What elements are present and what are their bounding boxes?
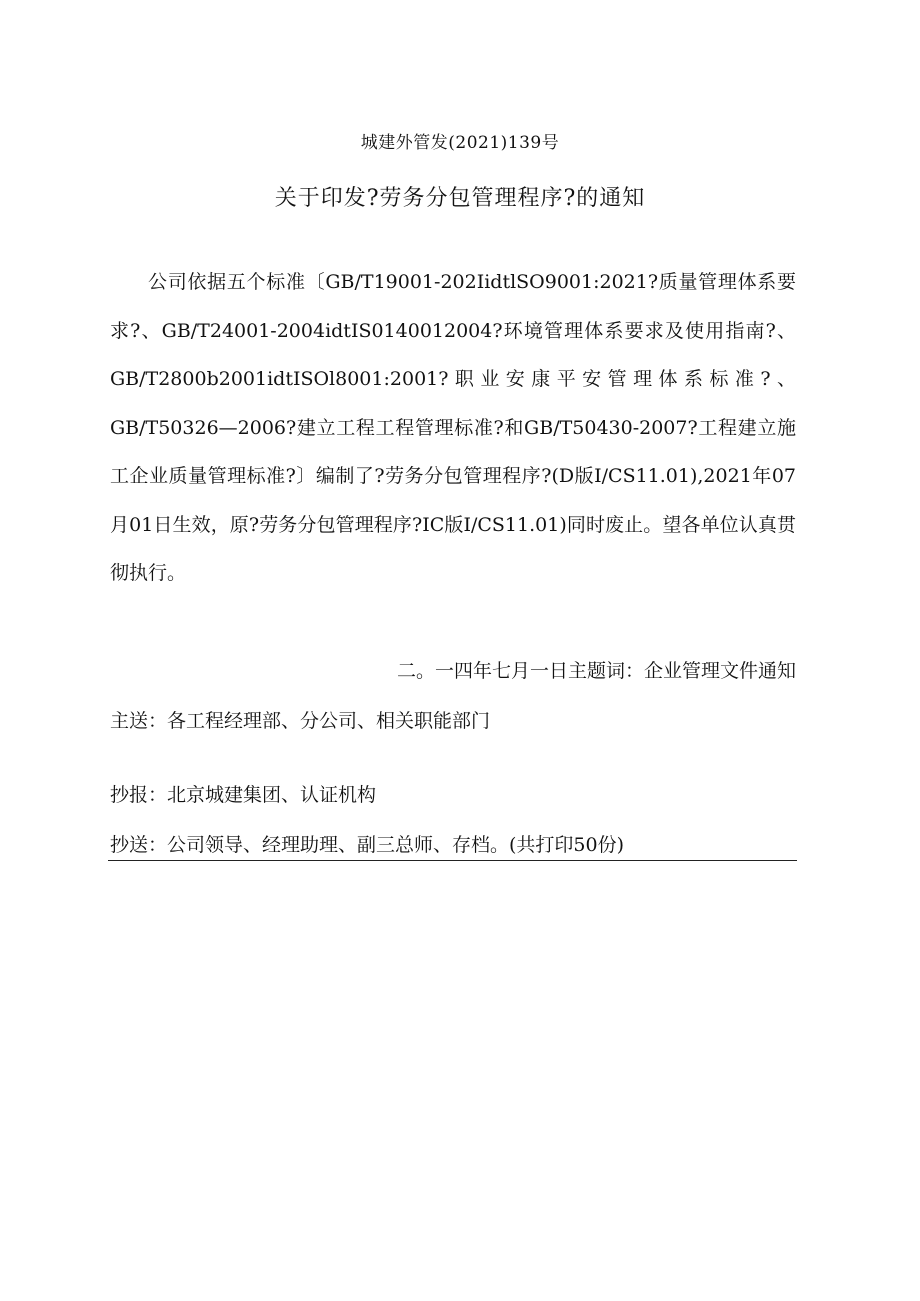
body-paragraph: 公司依据五个标准〔GB/T19001-202IidtlSO9001:2021?质量管理体系要求?、GB/T24001-2004idtIS0140012004?环境管理体系要求及使用指南?、GB/T2800b2001idtISOl8001:2001?职业安康平安管理体系标准?、GB/T50326—2006?建立工程工程管理标准?和GB/T50430-2007?工程建立施工企业质量管理标准?〕编制了?劳务分包管理程序?(D版I/CS11.01),2021年07月01日生效，原?劳务分包管理程序?IC版I/CS11.01)同时废止。望各单位认真贯彻执行。 [110, 271, 796, 584]
document-title: 关于印发?劳务分包管理程序?的通知 [274, 186, 646, 211]
reported-to-line: 抄报：北京城建集团、认证机构 [110, 784, 377, 806]
main-recipients-line: 主送：各工程经理部、分公司、相关职能部门 [110, 710, 491, 732]
date-and-subject-line: 二。一四年七月一日主题词：企业管理文件通知 [396, 660, 796, 682]
document-number: 城建外管发(2021)139号 [360, 133, 560, 153]
bottom-divider [108, 860, 797, 861]
copied-to-line: 抄送：公司领导、经理助理、副三总师、存档。(共打印50份) [110, 834, 625, 856]
